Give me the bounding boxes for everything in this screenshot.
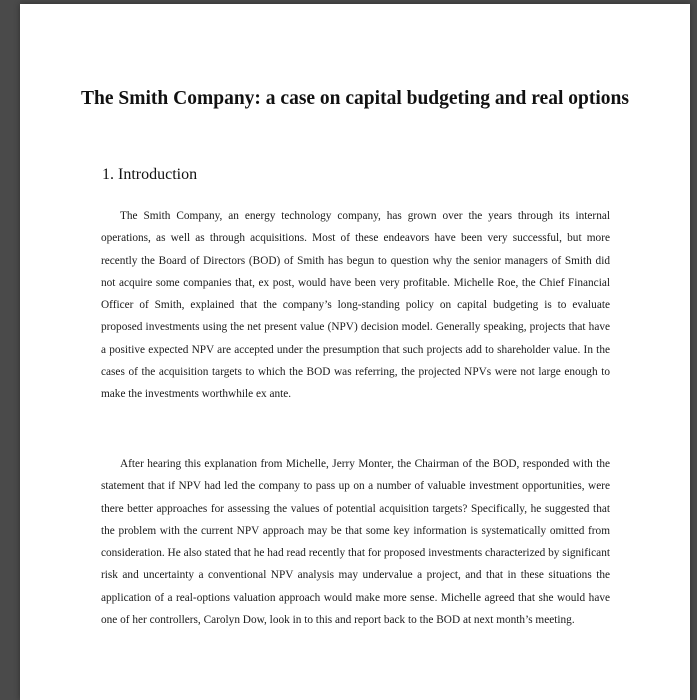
document-title: The Smith Company: a case on capital budgeting and real options (81, 88, 629, 109)
paragraph-1: The Smith Company, an energy technology company, has grown over the years through its internal operations, as well as through acquisitions. Most of these endeavors have been very successful, but more recently the Board of Directors (BOD) of Smith has begun to question why the senior managers of Smith did not acquire some companies that, ex post, would have been very profitable. Michelle Roe, the Chief Financial Officer of Smith, explained that the company’s long-standing policy on capital budgeting is to evaluate proposed investments using the net present value (NPV) decision model. Generally speaking, projects that have a positive expected NPV are accepted under the presumption that such projects add to shareholder value. In the cases of the acquisition targets to which the BOD was referring, the projected NPVs were not large enough to make the investments worthwhile ex ante. (101, 210, 610, 401)
section-heading: 1. Introduction (102, 166, 198, 183)
paragraph-2: After hearing this explanation from Michelle, Jerry Monter, the Chairman of the BOD, responded with the statement that if NPV had led the company to pass up on a number of valuable investment opportunities, were there better approaches for assessing the values of potential acquisition targets? Specifically, he suggested that the problem with the current NPV approach may be that some key information is systematically omitted from consideration. He also stated that he had read recently that for proposed investments characterized by significant risk and uncertainty a conventional NPV analysis may undervalue a project, and that in these situations the application of a real-options valuation approach would make more sense. Michelle agreed that she would have one of her controllers, Carolyn Dow, look in to this and report back to the BOD at next month’s meeting. (101, 458, 610, 627)
document-page (20, 4, 690, 700)
